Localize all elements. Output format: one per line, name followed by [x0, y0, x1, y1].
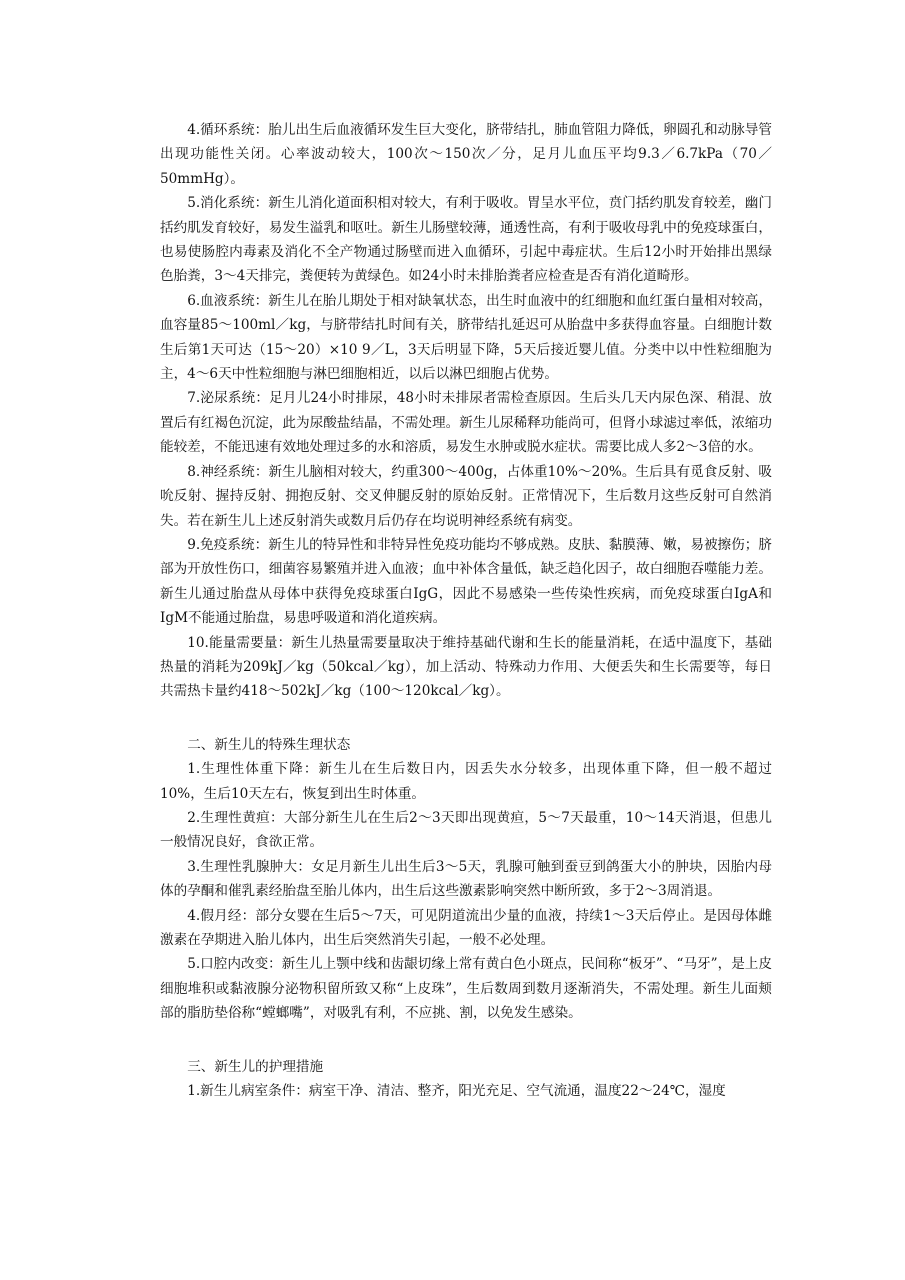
section-heading-special-physiological-states: 二、新生儿的特殊生理状态 — [187, 736, 351, 753]
paragraph-blood-system: 6.血液系统：新生儿在胎儿期处于相对缺氧状态，出生时血液中的红细胞和血红蛋白量相对较高，血容量85～100ml／kg，与脐带结扎时间有关，脐带结扎延迟可从胎盘中多获得血容量。白细胞计数生后第1天可达（15～20）×10 9／L，3天后明显下降，5天后接近婴儿值。分类中以中性粒细胞为主，4～6天中性粒细胞与淋巴细胞相近，以后以淋巴细胞占优势。 — [160, 292, 772, 383]
paragraph-nervous-system: 8.神经系统：新生儿脑相对较大，约重300～400g，占体重10%～20%。生后具有觅食反射、吸吮反射、握持反射、拥抱反射、交叉伸腿反射的原始反射。正常情况下，生后数月这些反射可自然消失。若在新生儿上述反射消失或数月后仍存在均说明神经系统有病变。 — [160, 463, 772, 529]
paragraph-jaundice: 2.生理性黄疸：大部分新生儿在生后2～3天即出现黄疸，5～7天最重，10～14天消退，但患儿一般情况良好，食欲正常。 — [160, 809, 772, 851]
paragraph-energy-requirement: 10.能量需要量：新生儿热量需要量取决于维持基础代谢和生长的能量消耗，在适中温度下，基础热量的消耗为209kJ／kg（50kcal／kg），加上活动、特殊动力作用、大便丢失和生长需要等，每日共需热卡量约418～502kJ／kg（100～120kcal／kg）。 — [160, 634, 772, 700]
paragraph-urinary-system: 7.泌尿系统：足月儿24小时排尿，48小时未排尿者需检查原因。生后头几天内尿色深、稍混、放置后有红褐色沉淀，此为尿酸盐结晶，不需处理。新生儿尿稀释功能尚可，但肾小球滤过率低，浓缩功能较差，不能迅速有效地处理过多的水和溶质，易发生水肿或脱水症状。需要比成人多2～3倍的水。 — [160, 390, 772, 456]
paragraph-circulatory-system: 4.循环系统：胎儿出生后血液循环发生巨大变化，脐带结扎，肺血管阻力降低，卵圆孔和动脉导管出现功能性关闭。心率波动较大，100次～150次／分，足月儿血压平均9.3／6.7kPa（70／50mmHg）。 — [160, 122, 772, 187]
paragraph-weight-loss: 1.生理性体重下降：新生儿在生后数日内，因丢失水分较多，出现体重下降，但一般不超过10%，生后10天左右，恢复到出生时体重。 — [160, 761, 772, 802]
paragraph-pseudo-menstruation: 4.假月经：部分女婴在生后5～7天，可见阴道流出少量的血液，持续1～3天后停止。是因母体雌激素在孕期进入胎儿体内，出生后突然消失引起，一般不必处理。 — [160, 907, 772, 948]
paragraph-immune-system: 9.免疫系统：新生儿的特异性和非特异性免疫功能均不够成熟。皮肤、黏膜薄、嫩，易被擦伤；脐部为开放性伤口，细菌容易繁殖并进入血液；血中补体含量低，缺乏趋化因子，故白细胞吞噬能力差。新生儿通过胎盘从母体中获得免疫球蛋白IgG，因此不易感染一些传染性疾病，而免疫球蛋白IgA和IgM不能通过胎盘，易患呼吸道和消化道疾病。 — [160, 536, 772, 627]
paragraph-oral-changes: 5.口腔内改变：新生儿上颚中线和齿龈切缘上常有黄白色小斑点，民间称“板牙”、“马牙”，是上皮细胞堆积或黏液腺分泌物积留所致又称“上皮珠”，生后数周到数月逐渐消失，不需处理。新生儿面颊部的脂肪垫俗称“螳螂嘴”，对吸乳有利，不应挑、割，以免发生感染。 — [160, 956, 772, 1022]
section-heading-nursing-measures: 三、新生儿的护理措施 — [187, 1058, 324, 1075]
paragraph-breast-swelling: 3.生理性乳腺肿大：女足月新生儿出生后3～5天，乳腺可触到蚕豆到鸽蛋大小的肿块，因胎内母体的孕酮和催乳素经胎盘至胎儿体内，出生后这些激素影响突然中断所致，多于2～3周消退。 — [160, 858, 772, 900]
paragraph-ward-conditions: 1.新生儿病室条件：病室干净、清洁、整齐，阳光充足、空气流通，温度22～24℃，湿度 — [187, 1083, 726, 1100]
paragraph-digestive-system: 5.消化系统：新生儿消化道面积相对较大，有利于吸收。胃呈水平位，贲门括约肌发育较差，幽门括约肌发育较好，易发生溢乳和呕吐。新生儿肠壁较薄，通透性高，有利于吸收母乳中的免疫球蛋白，也易使肠腔内毒素及消化不全产物通过肠壁而进入血循环，引起中毒症状。生后12小时开始排出黑绿色胎粪，3～4天排完，粪便转为黄绿色。如24小时未排胎粪者应检查是否有消化道畸形。 — [160, 195, 772, 285]
document-body — [160, 118, 772, 1103]
